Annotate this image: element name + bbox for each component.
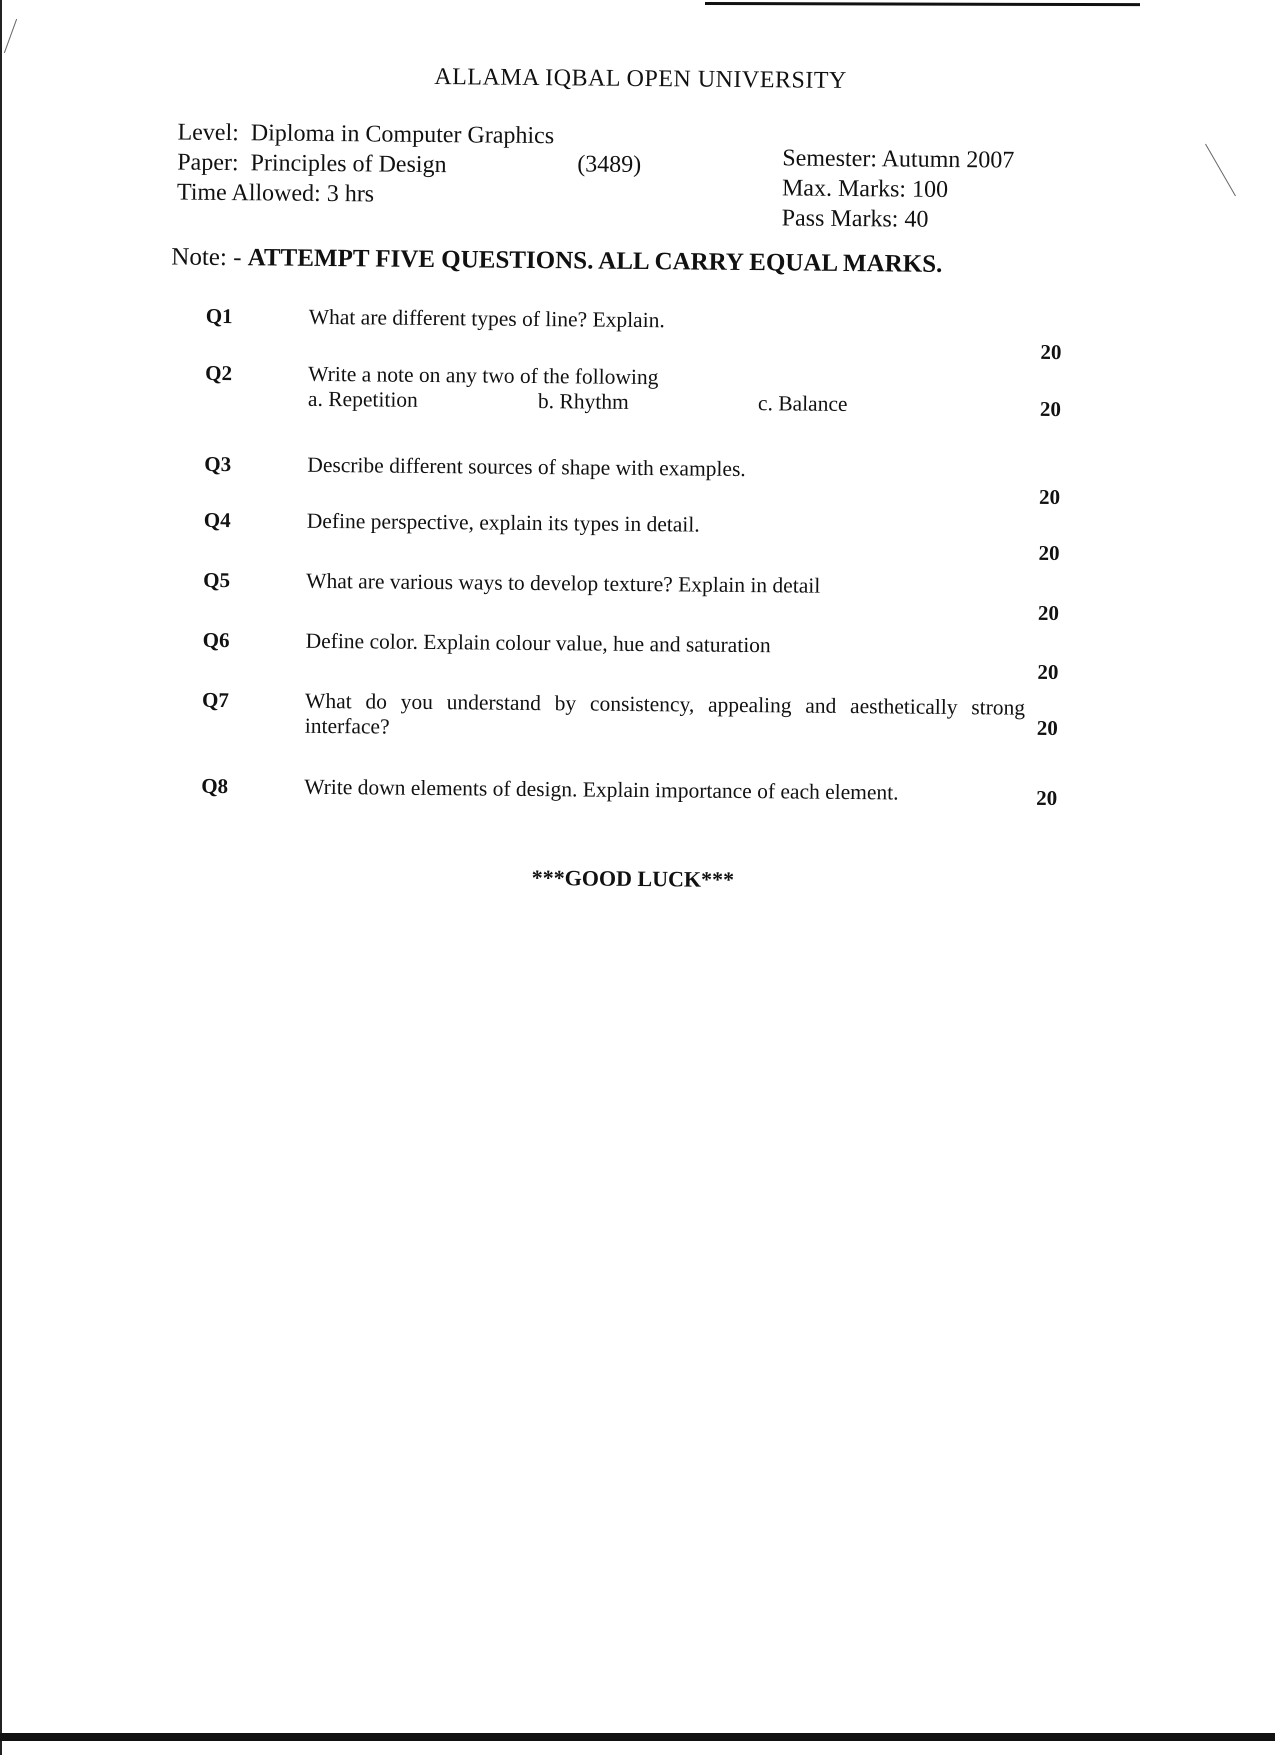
question-text: Define perspective, explain its types in detail. — [306, 508, 700, 537]
header-left — [177, 118, 554, 212]
question-number: Q2 — [205, 360, 233, 386]
question-text: Define color. Explain colour value, hue and saturation — [305, 628, 771, 658]
question-number: Q4 — [203, 507, 231, 533]
question-marks: 20 — [1040, 339, 1062, 365]
question-text: What do you understand by consistency, appealing and aesthetically strong interface? — [304, 688, 1026, 739]
question-q2 — [0, 359, 1275, 422]
question-q7 — [0, 686, 1272, 741]
question-text: What are various ways to develop texture? Explain in detail — [306, 568, 821, 598]
question-marks: 20 — [1036, 715, 1058, 741]
scan-edge-bottom — [0, 1733, 1275, 1741]
question-marks: 20 — [1039, 396, 1062, 422]
question-text: Write a note on any two of the following — [308, 361, 659, 390]
pass-marks-line: Pass Marks: 40 — [781, 205, 929, 233]
question-marks: 20 — [1037, 600, 1060, 626]
question-q6 — [0, 626, 1273, 685]
paper-line: Paper: Principles of Design — [177, 149, 447, 179]
option-b: b. Rhythm — [537, 389, 629, 414]
option-a: a. Repetition — [307, 386, 418, 412]
question-marks: 20 — [1036, 785, 1058, 811]
question-q1 — [1, 302, 1275, 365]
question-marks: 20 — [1038, 540, 1060, 566]
question-text-block — [308, 362, 1028, 419]
question-marks: 20 — [1038, 484, 1061, 510]
question-number: Q6 — [202, 627, 230, 653]
note-prefix: Note: - — [171, 243, 248, 272]
good-luck-footer: ***GOOD LUCK*** — [531, 864, 735, 892]
university-title: ALLAMA IQBAL OPEN UNIVERSITY — [434, 64, 847, 94]
note-text: ATTEMPT FIVE QUESTIONS. ALL CARRY EQUAL MARKS. — [247, 244, 943, 278]
question-q4 — [0, 506, 1274, 566]
instructions-note — [171, 243, 942, 278]
question-marks: 20 — [1037, 659, 1059, 685]
question-number: Q3 — [204, 451, 232, 477]
question-number: Q1 — [205, 303, 233, 329]
question-text: Write down elements of design. Explain importance of each element. — [304, 774, 899, 805]
question-text: Describe different sources of shape with examples. — [307, 452, 746, 482]
level-line: Level: Diploma in Computer Graphics — [177, 119, 555, 150]
header-right — [782, 143, 1015, 235]
question-number: Q8 — [201, 773, 229, 799]
question-number: Q5 — [203, 567, 231, 593]
option-c: c. Balance — [757, 391, 848, 416]
question-q8 — [0, 772, 1271, 811]
time-line: Time Allowed: 3 hrs — [176, 179, 375, 208]
paper-code: (3489) — [577, 151, 642, 179]
question-text: What are different types of line? Explain. — [308, 304, 665, 333]
semester-line: Semester: Autumn 2007 — [782, 145, 1015, 174]
max-marks-line: Max. Marks: 100 — [781, 175, 949, 203]
question-number: Q7 — [201, 687, 230, 713]
question-q3 — [0, 450, 1274, 510]
question-q5 — [0, 566, 1273, 626]
